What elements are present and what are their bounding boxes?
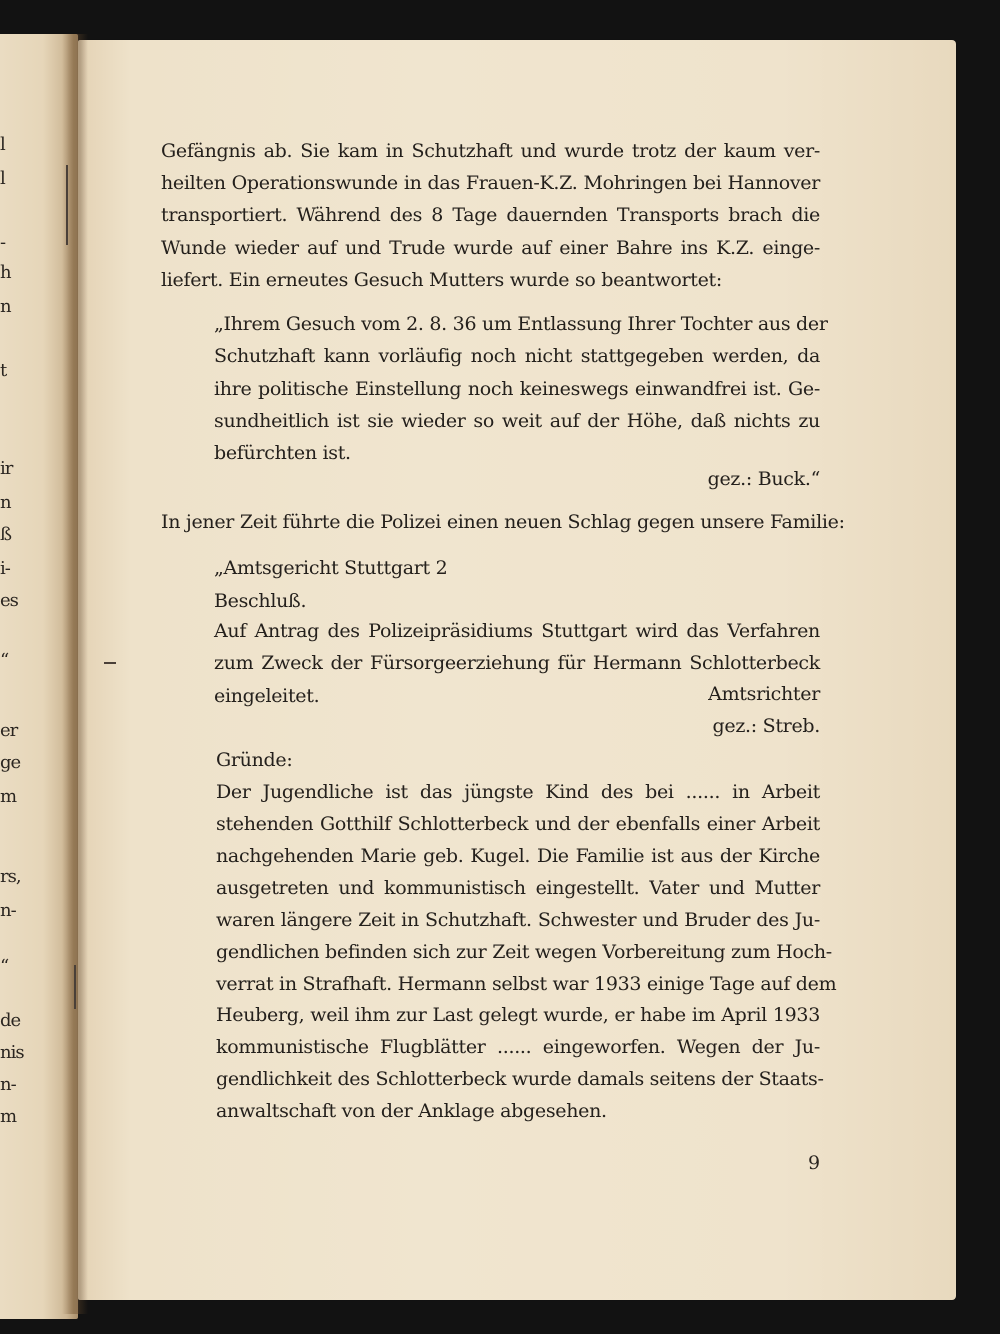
- quote-line: Schutzhaft kann vorläufig noch nicht stattgegeben werden, da: [214, 345, 820, 367]
- left-page-fragment: h: [0, 262, 11, 283]
- reasons-line: Heuberg, weil ihm zur Last gelegt wurde, er habe im April 1933: [216, 1004, 820, 1026]
- paragraph-line: In jener Zeit führte die Polizei einen neuen Schlag gegen unsere Familie:: [161, 511, 845, 533]
- left-page-fragment: n-: [0, 900, 16, 921]
- left-page-fragment: er: [0, 720, 18, 741]
- paragraph-line: liefert. Ein erneutes Gesuch Mutters wurde so beantwortet:: [161, 269, 722, 291]
- decision-label: Beschluß.: [214, 590, 307, 612]
- reasons-label: Gründe:: [216, 749, 293, 771]
- left-page-fragment: nis: [0, 1042, 24, 1063]
- left-page-fragment: n-: [0, 1074, 16, 1095]
- left-page-fragment: ß: [0, 524, 12, 545]
- left-page-fragment: ge: [0, 752, 21, 773]
- reasons-line: stehenden Gotthilf Schlotterbeck und der ebenfalls einer Arbeit: [216, 813, 820, 835]
- left-page-fragment: “: [0, 650, 9, 671]
- reasons-line: ausgetreten und kommunistisch eingestellt. Vater und Mutter: [216, 877, 820, 899]
- left-page-fragment: es: [0, 590, 18, 611]
- reasons-line: anwaltschaft von der Anklage abgesehen.: [216, 1100, 607, 1122]
- quote-signature: gez.: Buck.“: [707, 468, 820, 490]
- paragraph-line: Gefängnis ab. Sie kam in Schutzhaft und wurde trotz der kaum ver-: [161, 140, 820, 162]
- left-page-fragment: de: [0, 1010, 21, 1031]
- decision-line: zum Zweck der Fürsorgeerziehung für Hermann Schlotterbeck: [214, 652, 820, 674]
- left-page-fragment: “: [0, 956, 9, 977]
- reasons-line: nachgehenden Marie geb. Kugel. Die Familie ist aus der Kirche: [216, 845, 820, 867]
- paragraph-line: transportiert. Während des 8 Tage dauernden Transports brach die: [161, 204, 820, 226]
- court-heading: „Amtsgericht Stuttgart 2: [214, 557, 448, 579]
- reasons-line: gendlichen befinden sich zur Zeit wegen Vorbereitung zum Hoch-: [216, 941, 832, 963]
- page-number: 9: [808, 1152, 821, 1174]
- left-page-fragment: i-: [0, 558, 10, 579]
- decision-line: Auf Antrag des Polizeipräsidiums Stuttgart wird das Verfahren: [214, 620, 820, 642]
- quote-line: ihre politische Einstellung noch keineswegs einwandfrei ist. Ge-: [214, 378, 820, 400]
- decision-line: eingeleitet.: [214, 685, 320, 707]
- paragraph-line: heilten Operationswunde in das Frauen-K.Z. Mohringen bei Hannover: [161, 172, 820, 194]
- left-page-fragment: rs,: [0, 866, 21, 887]
- reasons-line: gendlichkeit des Schlotterbeck wurde damals seitens der Staats-: [216, 1068, 824, 1090]
- judge-signature: gez.: Streb.: [712, 715, 820, 737]
- reasons-line: verrat in Strafhaft. Hermann selbst war 1933 einige Tage auf dem: [216, 973, 837, 995]
- left-page-fragment: m: [0, 1106, 17, 1127]
- judge-title: Amtsrichter: [708, 683, 820, 705]
- reasons-line: waren längere Zeit in Schutzhaft. Schwester und Bruder des Ju-: [216, 909, 820, 931]
- paragraph-line: Wunde wieder auf und Trude wurde auf einer Bahre ins K.Z. einge-: [161, 237, 820, 259]
- left-page-fragment: ir: [0, 458, 13, 479]
- left-page-fragment: n: [0, 296, 11, 317]
- reasons-line: kommunistische Flugblätter ...... eingeworfen. Wegen der Ju-: [216, 1036, 820, 1058]
- left-page-fragment: t: [0, 360, 7, 381]
- binding-mark: [104, 662, 116, 664]
- reasons-line: Der Jugendliche ist das jüngste Kind des bei ...... in Arbeit: [216, 781, 820, 803]
- left-page-fragment: n: [0, 492, 11, 513]
- left-page-fragment: -: [0, 232, 6, 253]
- left-page-fragment: l: [0, 134, 5, 155]
- binding-mark: [74, 965, 76, 1009]
- quote-line: sundheitlich ist sie wieder so weit auf der Höhe, daß nichts zu: [214, 410, 820, 432]
- quote-line: „Ihrem Gesuch vom 2. 8. 36 um Entlassung Ihrer Tochter aus der: [214, 313, 828, 335]
- left-page-fragment: l: [0, 168, 5, 189]
- left-page-fragment: m: [0, 786, 17, 807]
- binding-mark: [66, 165, 68, 245]
- quote-line: befürchten ist.: [214, 442, 351, 464]
